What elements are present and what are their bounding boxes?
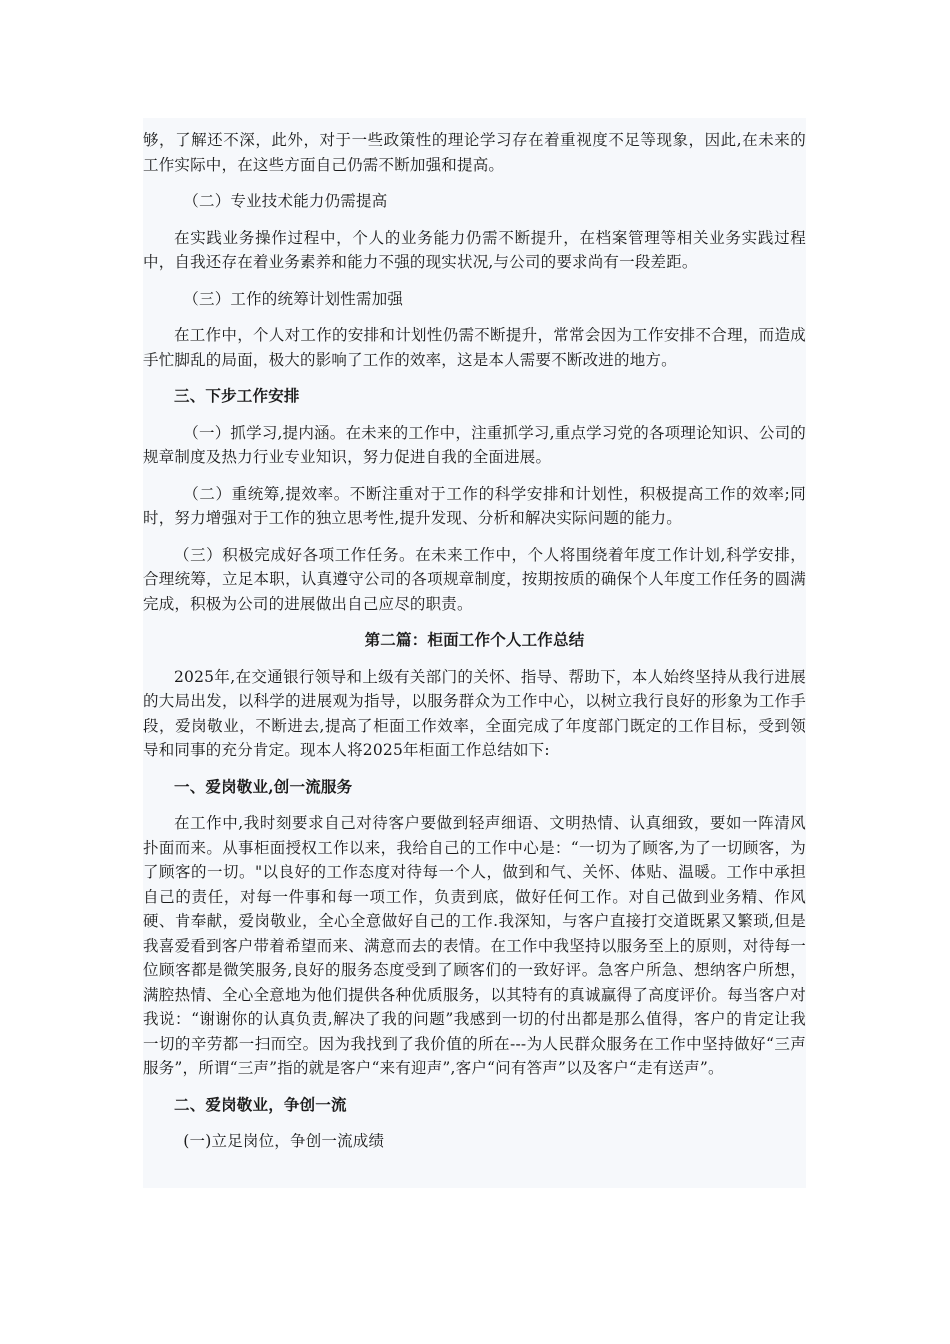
paragraph-business-practice: 在实践业务操作过程中，个人的业务能力仍需不断提升，在档案管理等相关业务实践过程中，自我还存在着业务素养和能力不强的现实状况,与公司的要求尚有一段差距。 — [143, 228, 806, 271]
section-title: 第二篇：柜面工作个人工作总结 — [364, 630, 585, 649]
paragraph-tasks: （三）积极完成好各项工作任务。在未来工作中，个人将围绕着年度工作计划,科学安排，合理统筹，立足本职，认真遵守公司的各项规章制度，按期按质的确保个人年度工作任务的圆满完成，积极为公司的进展做出自己应尽的职责。 — [143, 545, 806, 613]
subheading-planning: （三）工作的统筹计划性需加强 — [183, 289, 404, 308]
heading-next-steps: 三、下步工作安排 — [174, 386, 300, 405]
subheading-professional-skills: （二）专业技术能力仍需提高 — [183, 192, 388, 210]
subheading-position: (一)立足岗位，争创一流成绩 — [183, 1132, 385, 1150]
paragraph-efficiency: （二）重统筹,提效率。不断注重对于工作的科学安排和计划性，积极提高工作的效率;同时，努力增强对于工作的独立思考性,提升发现、分析和解决实际问题的能力。 — [143, 484, 806, 527]
heading-first-class: 二、爱岗敬业，争创一流 — [174, 1094, 347, 1114]
paragraph-service: 在工作中,我时刻要求自己对待客户要做到轻声细语、文明热情、认真细致，要如一阵清风扑面而来。从事柜面授权工作以来，我给自己的工作中心是：“一切为了顾客,为了一切顾客，为了顾客的一切。"以良好的工作态度对待每一个人，做到和气、关怀、体贴、温暖。工作中承担自己的责任，对每一件事和每一项工作，负责到底，做好任何工作。对自己做到业务精、作风硬、肯奉献，爱岗敬业，全心全意做好自己的工作.我深知，与客户直接打交道既累又繁琐,但是我喜爱看到客户带着希望而来、满意而去的表情。在工作中我坚持以服务至上的原则，对待每一位顾客都是微笑服务,良好的服务态度受到了顾客们的一致好评。急客户所急、想纳客户所想，满腔热情、全心全意地为他们提供各种优质服务，以其特有的真诚赢得了高度评价。每当客户对我说：“谢谢你的认真负责,解决了我的问题”我感到一切的付出都是那么值得，客户的肯定让我一切的辛劳都一扫而空。因为我找到了我价值的所在---为人民群众服务在工作中坚持做好“三声服务”，所谓“三声”指的就是客户“来有迎声”,客户“问有答声”以及客户“走有送声”。 — [143, 814, 806, 1077]
heading-service: 一、爱岗敬业,创一流服务 — [174, 776, 353, 796]
document-body — [143, 118, 806, 1188]
paragraph-continuation: 够，了解还不深，此外，对于一些政策性的理论学习存在着重视度不足等现象，因此,在未来的工作实际中，在这些方面自己仍需不断加强和提高。 — [143, 131, 806, 174]
paragraph-intro-2025: 2025年,在交通银行领导和上级有关部门的关怀、指导、帮助下，本人始终坚持从我行进展的大局出发，以科学的进展观为指导，以服务群众为工作中心，以树立我行良好的形象为工作手段，爱岗敬业，不断进去,提高了柜面工作效率，全面完成了年度部门既定的工作目标，受到领导和同事的充分肯定。现本人将2025年柜面工作总结如下: — [143, 667, 806, 759]
paragraph-planning: 在工作中，个人对工作的安排和计划性仍需不断提升，常常会因为工作安排不合理，而造成手忙脚乱的局面，极大的影响了工作的效率，这是本人需要不断改进的地方。 — [143, 326, 806, 369]
paragraph-study: （一）抓学习,提内涵。在未来的工作中，注重抓学习,重点学习党的各项理论知识、公司的规章制度及热力行业专业知识，努力促进自我的全面进展。 — [143, 423, 806, 466]
